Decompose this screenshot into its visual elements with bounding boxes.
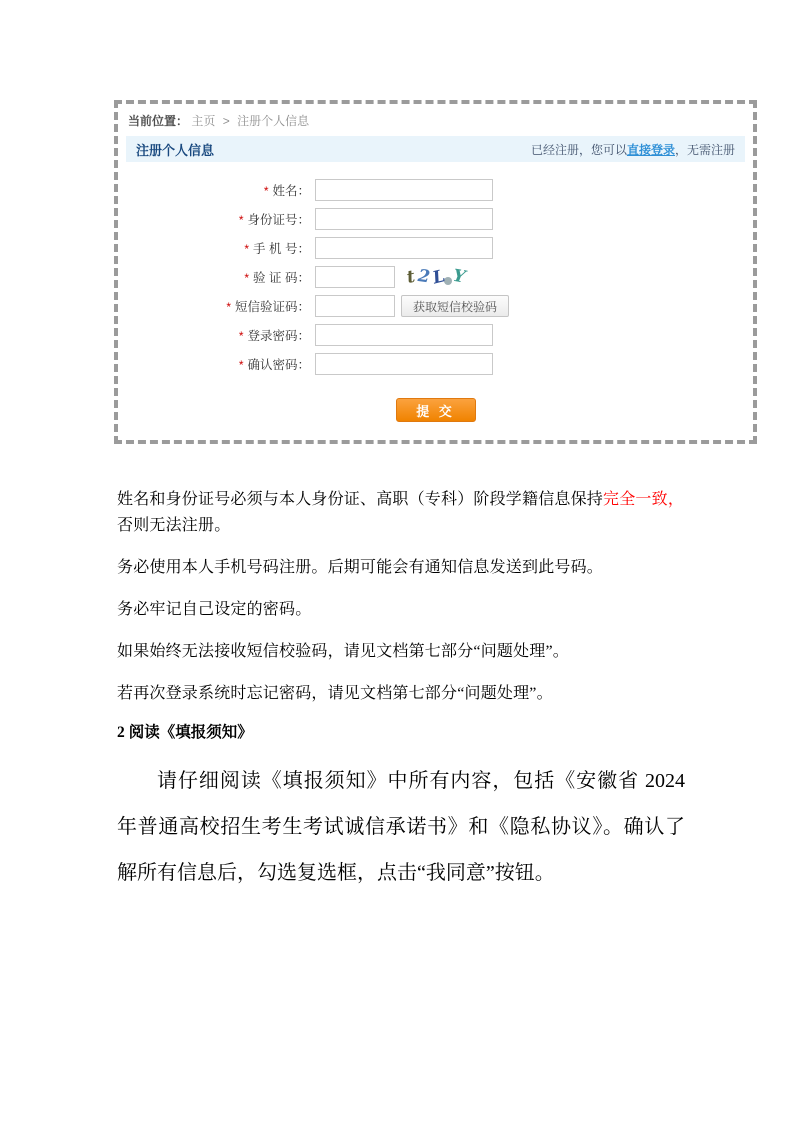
login-password-field-row — [126, 324, 745, 346]
confirm-password-input[interactable] — [315, 353, 493, 375]
required-asterisk: * — [238, 358, 244, 372]
login-password-input[interactable] — [315, 324, 493, 346]
name-field-label: * 姓名： — [263, 184, 310, 198]
section-number: 2 — [117, 724, 125, 741]
breadcrumb-home-link[interactable]: 主页 — [191, 114, 216, 128]
registered-prefix: 已经注册，您可以 — [530, 142, 627, 157]
captcha-field-label: * 验 证 码： — [244, 271, 310, 285]
required-asterisk: * — [238, 213, 244, 227]
get-sms-code-button[interactable]: 获取短信校验码 — [401, 295, 509, 317]
note-paragraph-4: 如果始终无法接收短信校验码，请见文档第七部分“问题处理”。 — [117, 643, 570, 660]
registration-form — [126, 162, 745, 422]
required-asterisk: * — [226, 300, 231, 314]
confirm-password-field-row — [126, 353, 745, 375]
section-title: 阅读《填报须知》 — [128, 724, 253, 741]
notes-section — [117, 487, 685, 723]
name-input[interactable] — [315, 179, 493, 201]
captcha-field-row — [126, 266, 745, 288]
captcha-image[interactable] — [407, 267, 468, 287]
registered-suffix: ，无需注册 — [674, 142, 735, 157]
required-asterisk: * — [263, 184, 269, 198]
phone-input[interactable] — [315, 237, 493, 259]
id-number-field-label: * 身份证号： — [238, 213, 310, 227]
submit-row — [126, 398, 745, 422]
breadcrumb-separator: > — [222, 114, 230, 128]
name-field-row — [126, 179, 745, 201]
captcha-char: Y — [451, 265, 470, 289]
phone-field-row — [126, 237, 745, 259]
note-paragraph-2: 务必使用本人手机号码注册。后期可能会有通知信息发送到此号码。 — [117, 559, 604, 576]
id-number-field-row — [126, 208, 745, 230]
id-number-input[interactable] — [315, 208, 493, 230]
breadcrumb-label: 当前位置： — [128, 114, 189, 128]
note-paragraph-1: 姓名和身份证号必须与本人身份证、高职（专科）阶段学籍信息保持完全一致，否则无法注册。 — [117, 491, 685, 534]
sms-code-field-label: * 短信验证码： — [226, 300, 310, 314]
login-password-field-label: * 登录密码： — [238, 329, 310, 343]
intro-paragraph: 请仔细阅读《填报须知》中所有内容，包括《安徽省 2024 年普通高校招生考生考试诚信承诺书》和《隐私协议》。确认了解所有信息后，勾选复选框，点击“我同意”按钮。 — [117, 770, 685, 884]
note-paragraph-5: 若再次登录系统时忘记密码，请见文档第七部分“问题处理”。 — [117, 685, 553, 702]
note-paragraph-3: 务必牢记自己设定的密码。 — [117, 601, 312, 618]
phone-field-label: * 手 机 号： — [244, 242, 310, 256]
captcha-char: t — [405, 266, 420, 288]
breadcrumb — [126, 109, 745, 136]
confirm-password-field-label: * 确认密码： — [238, 358, 310, 372]
required-asterisk: * — [244, 271, 250, 285]
section-heading — [117, 720, 253, 742]
breadcrumb-current: 注册个人信息 — [237, 114, 310, 128]
required-asterisk: * — [244, 242, 250, 256]
captcha-char: 2 — [416, 266, 435, 288]
panel-header — [126, 136, 745, 162]
captcha-input[interactable] — [315, 266, 395, 288]
required-asterisk: * — [238, 329, 244, 343]
red-emphasis-text: 完全一致， — [603, 491, 685, 508]
captcha-char: L — [430, 265, 450, 289]
sms-code-field-row — [126, 295, 745, 317]
panel-title: 注册个人信息 — [136, 142, 215, 158]
submit-button[interactable]: 提 交 — [396, 398, 476, 422]
registration-screenshot-frame — [114, 100, 757, 444]
direct-login-link[interactable]: 直接登录 — [626, 142, 675, 157]
already-registered-text — [531, 141, 735, 158]
sms-code-input[interactable] — [315, 295, 395, 317]
